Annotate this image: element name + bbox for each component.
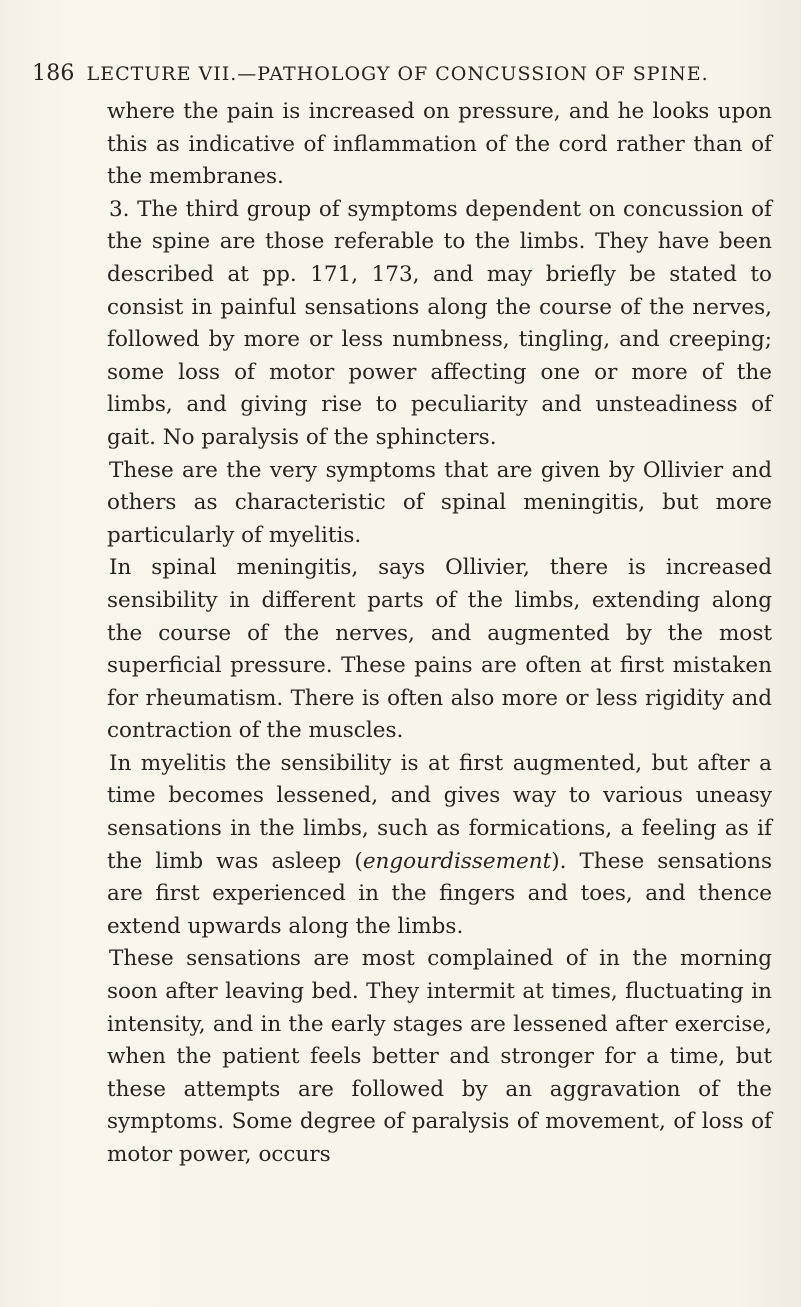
paragraph-myelitis-text-before: In myelitis the sensibility is at first augmented, but after a time becomes lessened, and gives way to various uneasy sensations in the limbs, such as formications, a feeling as if the limb was asleep ( xyxy=(107,750,772,874)
emphasized-term: engourdissement xyxy=(362,848,552,874)
body-text xyxy=(107,96,772,1172)
paragraph-ollivier: These are the very symptoms that are given by Ollivier and others as characteristic of spinal meningitis, but more particularly of myelitis. xyxy=(107,457,772,548)
paragraph-morning-sensations: These sensations are most complained of in the morning soon after leaving bed. They intermit at times, fluctuating in intensity, and in the early stages are lessened after exercise, when the patient feels better and stronger for a time, but these attempts are followed by an aggravation of the symptoms. Some degree of paralysis of movement, of loss of motor power, occurs xyxy=(107,946,772,1167)
chapter-title: LECTURE VII.—PATHOLOGY OF CONCUSSION OF SPINE. xyxy=(86,63,709,85)
paragraph-myelitis-text-after: ). These sensations are first experienced in the fingers and toes, and thence extend upwards along the limbs. xyxy=(107,848,772,939)
running-head xyxy=(32,60,792,88)
paragraph-continuation: where the pain is increased on pressure, and he looks upon this as indicative of inflammation of the cord rather than of the membranes. xyxy=(107,99,772,190)
paragraph-spinal-meningitis: In spinal meningitis, says Ollivier, there is increased sensibility in different parts of the limbs, extending along the course of the nerves, and augmented by the most superficial pressure. These pains are often at first mistaken for rheumatism. There is often also more or less rigidity and contraction of the muscles. xyxy=(107,555,772,744)
paragraph-limb-symptoms: 3. The third group of symptoms dependent on concussion of the spine are those referable to the limbs. They have been described at pp. 171, 173, and may briefly be stated to consist in painful sensations along the course of the nerves, followed by more or less numbness, tingling, and creeping; some loss of motor power affecting one or more of the limbs, and giving rise to peculiarity and unsteadiness of gait. No paralysis of the sphincters. xyxy=(107,196,772,450)
page-number: 186 xyxy=(32,61,75,86)
paragraph-myelitis xyxy=(107,748,772,944)
